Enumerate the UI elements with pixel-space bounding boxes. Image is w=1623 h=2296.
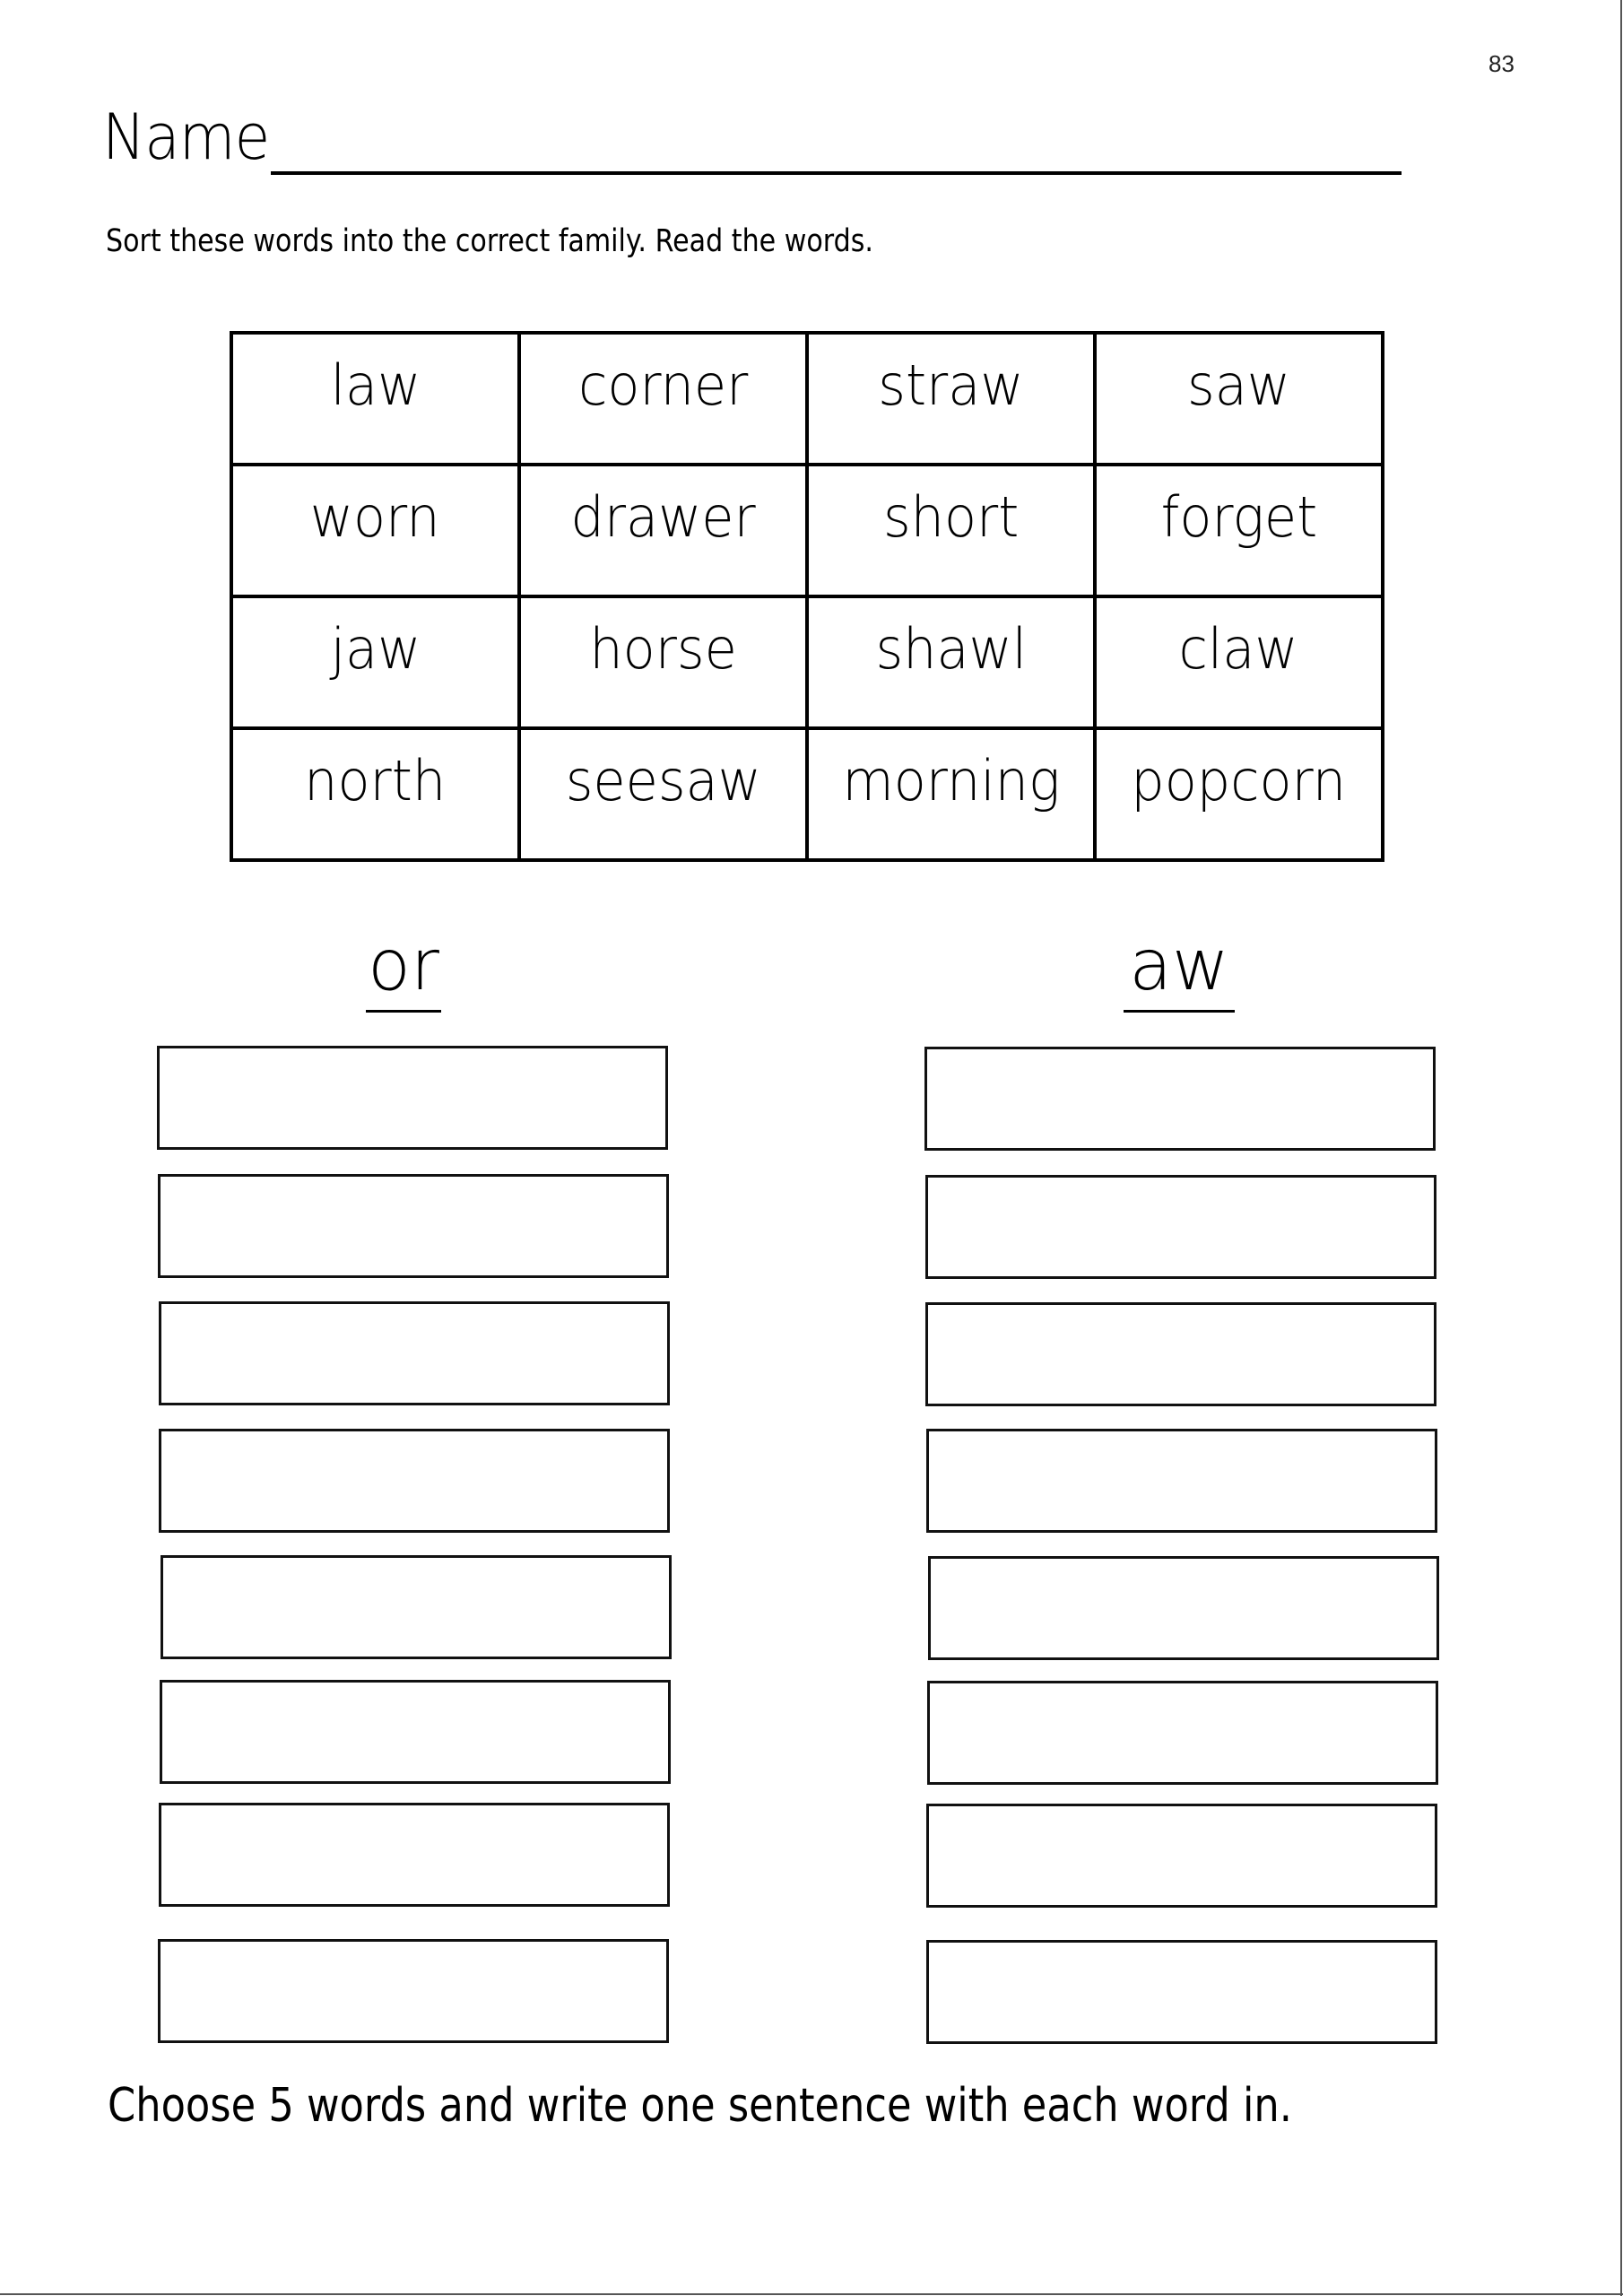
- word-text: worn: [310, 484, 440, 550]
- word-text: north: [304, 748, 447, 813]
- word-cell: [807, 596, 1095, 728]
- word-text: drawer: [570, 484, 756, 550]
- aw-answer-box-3[interactable]: [925, 1302, 1436, 1406]
- family-heading-text: aw: [1129, 926, 1229, 1006]
- word-text: horse: [589, 616, 737, 682]
- word-text: morning: [842, 748, 1060, 813]
- word-text: straw: [878, 352, 1024, 418]
- word-text: claw: [1178, 616, 1298, 682]
- table-row: [231, 596, 1383, 728]
- page-number: 83: [1488, 50, 1515, 77]
- aw-answer-box-5[interactable]: [928, 1556, 1439, 1660]
- word-cell: [1095, 465, 1383, 596]
- aw-answer-box-4[interactable]: [926, 1429, 1437, 1533]
- or-answer-box-1[interactable]: [157, 1046, 668, 1150]
- table-row: [231, 333, 1383, 465]
- word-cell: [231, 333, 519, 465]
- or-answer-box-2[interactable]: [158, 1174, 669, 1278]
- table-row: [231, 465, 1383, 596]
- family-heading-or: [366, 926, 441, 1006]
- page-border-bottom: [0, 2293, 1623, 2295]
- word-text: corner: [577, 352, 749, 418]
- word-text: short: [882, 484, 1020, 550]
- aw-answer-box-7[interactable]: [926, 1804, 1437, 1908]
- word-cell: [519, 728, 807, 860]
- name-write-line[interactable]: [271, 171, 1402, 175]
- word-cell: [231, 596, 519, 728]
- word-text: shawl: [875, 616, 1027, 682]
- name-label: Name: [102, 100, 270, 174]
- word-text: forget: [1160, 484, 1317, 550]
- aw-answer-box-2[interactable]: [925, 1175, 1436, 1279]
- aw-answer-box-6[interactable]: [927, 1681, 1438, 1785]
- heading-underline: [366, 1010, 441, 1013]
- sentence-instructions: Choose 5 words and write one sentence with each word in.: [108, 2079, 1292, 2133]
- or-answer-box-6[interactable]: [160, 1680, 671, 1784]
- word-cell: [1095, 728, 1383, 860]
- heading-underline: [1124, 1010, 1235, 1013]
- sort-instructions: Sort these words into the correct family. Read the words.: [106, 223, 873, 259]
- aw-answer-box-8[interactable]: [926, 1940, 1437, 2044]
- family-heading-text: or: [368, 926, 439, 1006]
- word-cell: [807, 333, 1095, 465]
- word-cell: [807, 728, 1095, 860]
- family-heading-aw: [1124, 926, 1235, 1006]
- or-answer-box-4[interactable]: [159, 1429, 670, 1533]
- word-cell: [519, 333, 807, 465]
- word-text: law: [330, 352, 421, 418]
- word-cell: [231, 728, 519, 860]
- table-row: [231, 728, 1383, 860]
- word-text: saw: [1187, 352, 1290, 418]
- word-text: popcorn: [1131, 748, 1347, 813]
- page-border-right: [1620, 0, 1622, 2296]
- aw-answer-box-1[interactable]: [924, 1047, 1436, 1151]
- word-cell: [1095, 333, 1383, 465]
- word-text: jaw: [330, 616, 421, 682]
- word-cell: [519, 596, 807, 728]
- or-answer-box-8[interactable]: [158, 1939, 669, 2043]
- or-answer-box-7[interactable]: [159, 1803, 670, 1907]
- word-bank-table: [230, 331, 1384, 862]
- word-cell: [519, 465, 807, 596]
- word-cell: [231, 465, 519, 596]
- or-answer-box-5[interactable]: [161, 1555, 672, 1659]
- word-cell: [1095, 596, 1383, 728]
- word-cell: [807, 465, 1095, 596]
- or-answer-box-3[interactable]: [159, 1301, 670, 1405]
- word-text: seesaw: [565, 748, 761, 813]
